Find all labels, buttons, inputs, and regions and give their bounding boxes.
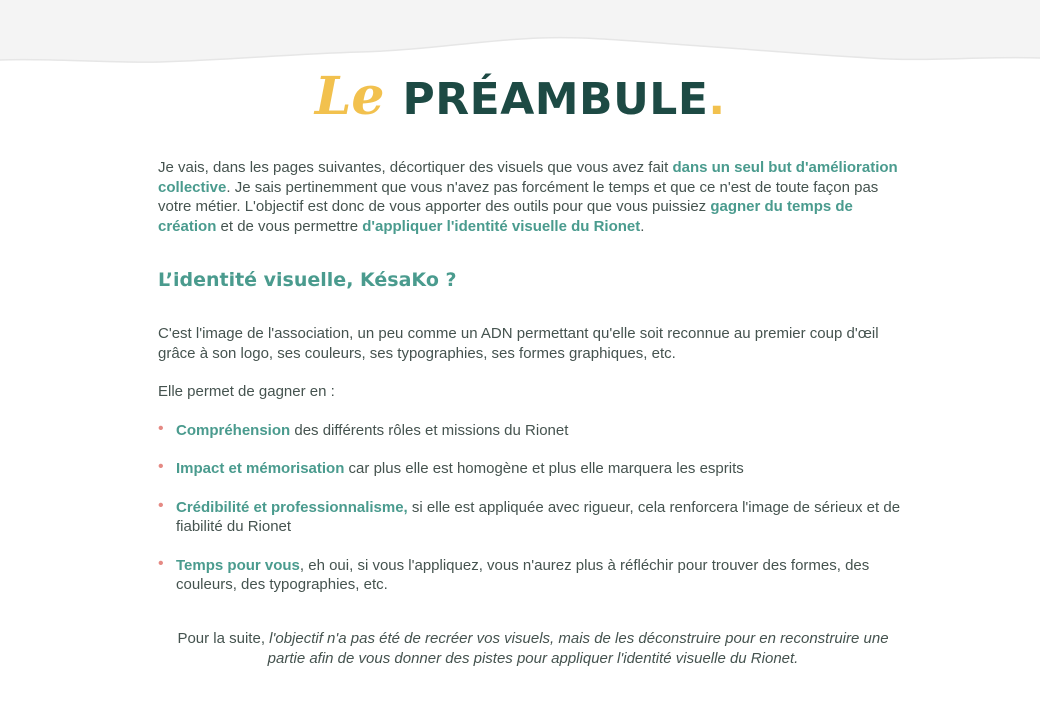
list-item-text: car plus elle est homogène et plus elle marquera les esprits	[344, 460, 744, 477]
closing-paragraph	[158, 629, 908, 668]
section-heading: L’identité visuelle, KésaKo ?	[158, 269, 457, 291]
intro-highlight-2: gagner du temps de création	[158, 198, 853, 235]
intro-text-4: .	[640, 217, 645, 235]
intro-highlight-3: d'appliquer l'identité visuelle du Rionet	[362, 217, 641, 235]
title-main-word: PRÉAMBULE	[402, 74, 709, 125]
list-item	[158, 421, 908, 441]
benefits-list	[158, 421, 908, 595]
torn-paper-band	[0, 0, 1040, 70]
closing-italic-text: l'objectif n'a pas été de recréer vos visuels, mais de les déconstruire pour en reconstruire une partie afin de vous donner des pistes pour appliquer l'identité visuelle du Rionet.	[267, 630, 889, 667]
benefits-intro: Elle permet de gagner en :	[158, 383, 335, 400]
bullet-icon: •	[158, 458, 164, 475]
intro-paragraph	[158, 158, 908, 236]
intro-text-3: et de vous permettre	[216, 217, 363, 235]
intro-text-2: . Je sais pertinemment que vous n'avez pas forcément le temps et que ce n'est de toute façon pas votre métier. L'objectif est donc de vous apporter des outils pour que vous puissiez	[158, 178, 879, 215]
list-item-strong: Temps pour vous	[176, 556, 300, 574]
bullet-icon: •	[158, 496, 164, 514]
list-item-text: si elle est appliquée avec rigueur, cela renforcera l'image de sérieux et de fiabilité du Rionet	[176, 498, 901, 535]
list-item	[158, 459, 908, 479]
bullet-icon: •	[158, 419, 164, 437]
list-item-text: , eh oui, si vous l'appliquez, vous n'aurez plus à réfléchir pour trouver des formes, des couleurs, des typographies, etc.	[176, 556, 870, 593]
title-script-le: Le	[314, 66, 385, 127]
list-item	[158, 556, 908, 595]
intro-text-1: Je vais, dans les pages suivantes, décortiquer des visuels que vous avez fait	[158, 159, 673, 176]
main-content	[158, 158, 908, 614]
list-item-strong: Crédibilité et professionnalisme,	[176, 498, 408, 516]
closing-text: Pour la suite,	[177, 630, 270, 647]
list-item-strong: Impact et mémorisation	[176, 460, 345, 477]
bullet-icon: •	[158, 554, 164, 572]
list-item	[158, 498, 908, 537]
list-item-text: des différents rôles et missions du Rionet	[290, 421, 569, 439]
definition-paragraph: C'est l'image de l'association, un peu comme un ADN permettant qu'elle soit reconnue au premier coup d'œil grâce à son logo, ses couleurs, ses typographies, ses formes graphiques, etc.	[158, 325, 879, 362]
title-dot: .	[708, 74, 726, 125]
intro-highlight-1: dans un seul but d'amélioration collective	[158, 159, 898, 196]
page-title	[0, 66, 1040, 127]
list-item-strong: Compréhension	[176, 421, 291, 439]
